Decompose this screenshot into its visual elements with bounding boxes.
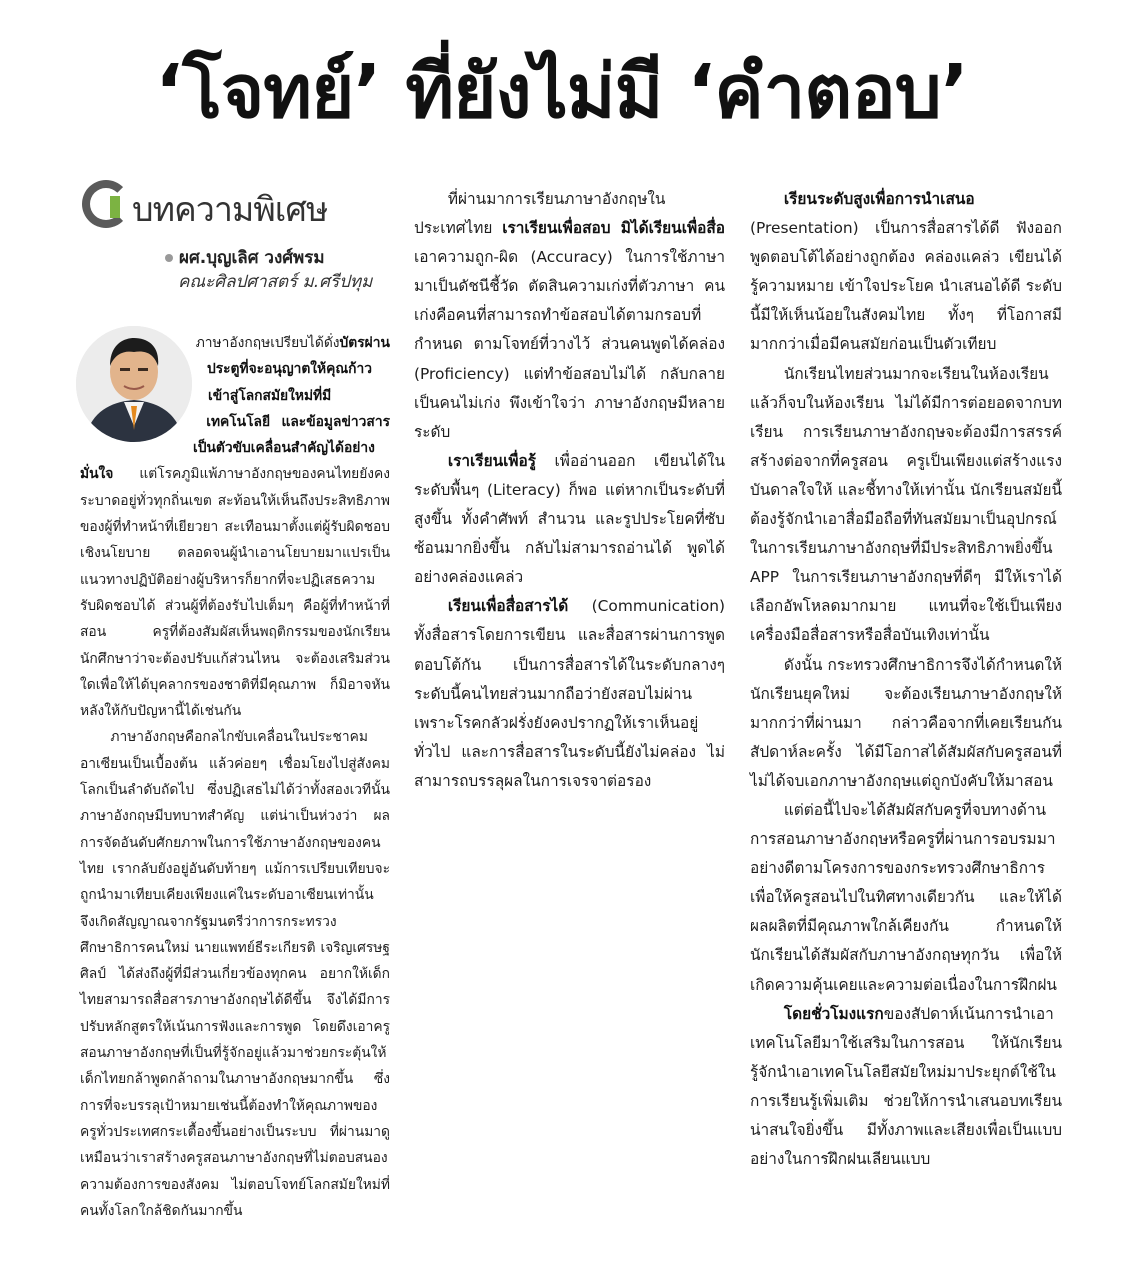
author-affiliation: คณะศิลปศาสตร์ ม.ศรีปทุม — [178, 272, 373, 292]
kicker-label: บทความพิเศษ — [132, 190, 328, 230]
column-1 — [80, 330, 390, 1224]
headline: ‘โจทย์’ ที่ยังไม่มี ‘คำตอบ’ — [155, 49, 968, 135]
p3-bold: เราเรียนเพื่อสอบ มิได้เรียนเพื่อสื่อ — [502, 219, 725, 238]
section-kicker — [82, 180, 382, 240]
paragraph-8: ดังนั้น กระทรวงศึกษาธิการจึงได้กำหนดให้นักเรียนยุคใหม่ จะต้องเรียนภาษาอังกฤษให้มากกว่าที่ผ่านมา กล่าวคือจากที่เคยเรียนกันสัปดาห์ละครั้ง ได้มีโอกาสได้สัมผัสกับครูสอนที่ไม่ได้จบเอกภาษาอังกฤษแต่ถูกบังคับให้มาสอน — [750, 655, 1062, 790]
bullet-icon — [165, 254, 173, 262]
logo-bar-icon — [110, 196, 120, 218]
p5-text: (Communication) ทั้งสื่อสารโดยการเขียน และสื่อสารผ่านการพูดตอบโต้กัน เป็นการสื่อสารได้ในระดับกลางๆ ระดับนี้คนไทยส่วนมากถือว่ายังสอบไม่ผ่าน เพราะโรคกลัวฝรั่งยังคงปรากฏให้เราเห็นอยู่ทั่วไป และการสื่อสารในระดับนี้ยังไม่คล่อง ไม่สามารถบรรลุผลในการเจรจาต่อรอง — [414, 597, 725, 790]
column-2 — [414, 185, 725, 796]
paragraph-5 — [414, 592, 725, 796]
p1-text-a: ภาษาอังกฤษเปรียบได้ดั่ง — [195, 335, 340, 351]
p3-text-a: ที่ผ่านมาการเรียนภาษาอังกฤษในประเทศไทย — [414, 190, 666, 238]
p3-text-c: เอาความถูก-ผิด (Accuracy) ในการใช้ภาษามาเป็นดัชนีชี้วัด ตัดสินความเก่งที่ตัวภาษา คนเก่งคือคนที่สามารถทำข้อสอบได้ตามกรอบที่กำหนด ตามโจทย์ที่วางไว้ ส่วนคนพูดได้คล่อง (Proficiency) แต่ทำข้อสอบไม่ได้ กลับกลายเป็นคนไม่เก่ง พึงเข้าใจว่า ภาษาอังกฤษมีหลายระดับ — [414, 248, 725, 441]
paragraph-9: แต่ต่อนี้ไปจะได้สัมผัสกับครูที่จบทางด้านการสอนภาษาอังกฤษหรือครูที่ผ่านการอบรมมาอย่างดีตามโครงการของกระทรวงศึกษาธิการ เพื่อให้ครูสอนไปในทิศทางเดียวกัน และให้ได้ผลผลิตที่มีคุณภาพใกล้เคียงกัน กำหนดให้นักเรียนได้สัมผัสกับภาษาอังกฤษทุกวัน เพื่อให้เกิดความคุ้นเคยและความต่อเนื่องในการฝึกฝน — [750, 800, 1062, 994]
column-3 — [750, 185, 1062, 1174]
paragraph-3 — [414, 185, 725, 447]
author-name: ผศ.บุญเลิศ วงศ์พรม — [179, 248, 325, 268]
paragraph-6 — [750, 185, 1062, 360]
paragraph-7: นักเรียนไทยส่วนมากจะเรียนในห้องเรียนแล้วก็จบในห้องเรียน ไม่ได้มีการต่อยอดจากบทเรียน การเรียนภาษาอังกฤษจะต้องมีการสรรค์สร้างต่อจากที่ครูสอน ครูเป็นเพียงแต่สร้างแรงบันดาลใจให้ และชี้ทางให้เท่านั้น นักเรียนสมัยนี้ต้องรู้จักนำเอาสื่อมือถือที่ทันสมัยมาเป็นอุปกรณ์ในการเรียนภาษาอังกฤษที่มีประสิทธิภาพยิ่งขึ้น APP ในการเรียนภาษาอังกฤษที่ดีๆ มีให้เราได้เลือกอัพโหลดมากมาย แทนที่จะใช้เป็นเพียงเครื่องมือสื่อสารหรือสื่อบันเทิงเท่านั้น — [750, 364, 1062, 645]
photo-wrap-space — [80, 330, 208, 458]
p6-bold: เรียนระดับสูงเพื่อการนำเสนอ — [783, 190, 975, 208]
p10-bold: โดยชั่วโมงแรก — [783, 1004, 884, 1023]
p4-bold: เราเรียนเพื่อรู้ — [447, 451, 537, 470]
p1-text-c: แต่โรคภูมิแพ้ภาษาอังกฤษของคนไทยยังคงระบาดอยู่ทั่วทุกถิ่นเขต สะท้อนให้เห็นถึงประสิทธิภาพของผู้ที่ทำหน้าที่เยียวยา สะเทือนมาตั้งแต่ผู้รับผิดชอบเชิงนโยบาย ตลอดจนผู้นำเอานโยบายมาแปรเป็นแนวทางปฏิบัติอย่างผู้บริหารก็ยากที่จะปฏิเสธความรับผิดชอบได้ ส่วนผู้ที่ต้องรับไปเต็มๆ คือผู้ที่ทำหน้าที่สอน ครูที่ต้องสัมผัสเห็นพฤติกรรมของนักเรียนนักศึกษาว่าจะต้องปรับแก้ส่วนไหน จะต้องเสริมส่วนใดเพื่อให้ได้บุคลากรของชาติที่มีคุณภาพ ก็มิอาจหันหลังให้กับปัญหานี้ได้เช่นกัน — [80, 466, 390, 720]
p1-bold: บัตรผ่านประตูที่จะอนุญาตให้คุณก้าวเข้าสู่โลกสมัยใหม่ที่มีเทคโนโลยี และข้อมูลข่าวสารเป็นตัวขับเคลื่อนสำคัญได้อย่างมั่นใจ — [80, 335, 390, 483]
p10-text: ของสัปดาห์เน้นการนำเอาเทคโนโลยีมาใช้เสริมในการสอน ให้นักเรียนรู้จักนำเอาเทคโนโลยีสมัยใหม่มาประยุกต์ใช้ในการเรียนรู้เพิ่มเติม ช่วยให้การนำเสนอบทเรียนน่าสนใจยิ่งขึ้น มีทั้งภาพและเสียงเพื่อเป็นแบบอย่างในการฝึกฝนเลียนแบบ — [750, 1004, 1062, 1169]
p4-text: เพื่ออ่านออก เขียนได้ในระดับพื้นๆ (Literacy) ก็พอ แต่หากเป็นระดับที่สูงขึ้น ทั้งคำศัพท์ สำนวน และรูปประโยคที่ซับซ้อนมากยิ่งขึ้น กลับไม่สามารถอ่านได้ พูดได้อย่างคล่องแคล่ว — [414, 451, 725, 587]
p5-bold: เรียนเพื่อสื่อสารได้ — [447, 597, 569, 616]
author-byline — [165, 244, 325, 271]
paragraph-2: ภาษาอังกฤษคือกลไกขับเคลื่อนในประชาคมอาเซียนเป็นเบื้องต้น แล้วค่อยๆ เชื่อมโยงไปสู่สังคมโลกเป็นลำดับถัดไป ซึ่งปฏิเสธไม่ได้ว่าทั้งสองเวทีนั้นภาษาอังกฤษมีบทบาทสำคัญ แต่น่าเป็นห่วงว่า ผลการจัดอันดับศักยภาพในการใช้ภาษาอังกฤษของคนไทย เรากลับยังอยู่อันดับท้ายๆ แม้การเปรียบเทียบจะถูกนำมาเทียบเคียงเพียงแค่ในระดับอาเซียนเท่านั้น จึงเกิดสัญญาณจากรัฐมนตรีว่าการกระทรวงศึกษาธิการคนใหม่ นายแพทย์ธีระเกียรติ เจริญเศรษฐศิลป์ ได้ส่งถึงผู้ที่มีส่วนเกี่ยวข้องทุกคน อยากให้เด็กไทยสามารถสื่อสารภาษาอังกฤษได้ดีขึ้น จึงได้มีการปรับหลักสูตรให้เน้นการฟังและการพูด โดยดึงเอาครูสอนภาษาอังกฤษที่เป็นที่รู้จักอยู่แล้วมาช่วยกระตุ้นให้เด็กไทยกล้าพูดกล้าถามในภาษาอังกฤษมากขึ้น ซึ่งการที่จะบรรลุเป้าหมายเช่นนี้ต้องทำให้คุณภาพของครูทั่วประเทศกระเตื้องขึ้นอย่างเป็นระบบ ที่ผ่านมาดูเหมือนว่าเราสร้างครูสอนภาษาอังกฤษที่ไม่ตอบสนองความต้องการของสังคม ไม่ตอบโจทย์โลกสมัยใหม่ที่คนทั้งโลกใกล้ชิดกันมากขึ้น — [80, 729, 390, 1219]
paragraph-4 — [414, 447, 725, 592]
logo-ring-icon — [82, 180, 130, 228]
paragraph-10 — [750, 1000, 1062, 1175]
p6-text: (Presentation) เป็นการสื่อสารได้ดี ฟังออก พูดตอบโต้ได้อย่างถูกต้อง คล่องแคล่ว เขียนได้ รู้ความหมาย เข้าใจประโยค นำเสนอได้ดี ระดับนี้มีให้เห็นน้อยในสังคมไทย ทั้งๆ ที่โอกาสมีมากกว่าเมื่อมีคนสมัยก่อนเป็นตัวเทียบ — [750, 219, 1062, 354]
